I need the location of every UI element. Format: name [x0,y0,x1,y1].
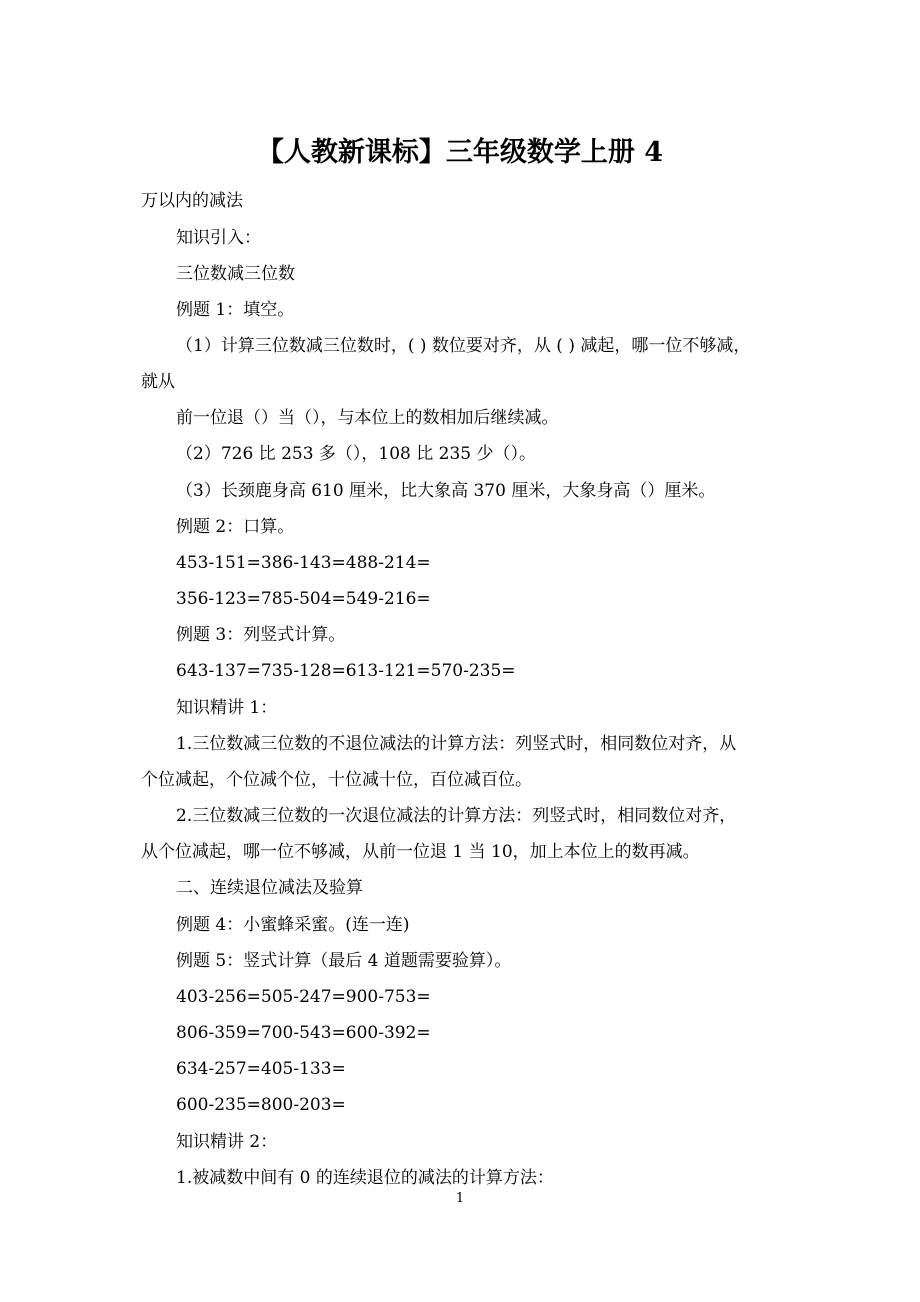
text-line: 例题 4：小蜜蜂采蜜。(连一连) [176,915,410,935]
section-heading: 万以内的减法 [141,191,243,211]
text-line: 例题 3：列竖式计算。 [176,625,346,645]
text-line: 个位减起，个位减个位，十位减十位，百位减百位。 [141,770,532,790]
text-line: （1）计算三位数减三位数时，( ) 数位要对齐，从 ( ) 减起，哪一位不够减， [176,336,751,356]
text-line: 1.被减数中间有 0 的连续退位的减法的计算方法： [176,1168,554,1188]
text-line: 知识引入： [176,228,261,248]
math-line: 453-151=386-143=488-214= [176,553,431,573]
math-line: 403-256=505-247=900-753= [176,987,431,1007]
text-line: 例题 2：口算。 [176,517,295,537]
text-line: 就从 [141,372,175,392]
document-title: 【人教新课标】三年级数学上册 4 [256,137,664,168]
text-line: 知识精讲 1： [176,698,278,718]
text-line: 1.三位数减三位数的不退位减法的计算方法：列竖式时，相同数位对齐，从 [176,734,737,754]
text-line: 前一位退（）当（），与本位上的数相加后继续减。 [176,408,559,428]
text-line: （2）726 比 253 多（），108 比 235 少（）。 [176,444,537,464]
math-line: 356-123=785-504=549-216= [176,589,431,609]
text-line: 知识精讲 2： [176,1132,278,1152]
math-line: 634-257=405-133= [176,1059,346,1079]
text-line: 三位数减三位数 [176,264,295,284]
math-line: 600-235=800-203= [176,1095,346,1115]
text-line: 2.三位数减三位数的一次退位减法的计算方法：列竖式时，相同数位对齐， [176,806,737,826]
text-line: 从个位减起，哪一位不够减，从前一位退 1 当 10，加上本位上的数再减。 [141,842,700,862]
section-heading: 二、连续退位减法及验算 [176,878,363,898]
page-number: 1 [455,1191,465,1206]
math-line: 806-359=700-543=600-392= [176,1023,431,1043]
text-line: 例题 1：填空。 [176,300,295,320]
math-line: 643-137=735-128=613-121=570-235= [176,661,516,681]
text-line: 例题 5：竖式计算（最后 4 道题需要验算）。 [176,951,512,971]
text-line: （3）长颈鹿身高 610 厘米，比大象高 370 厘米，大象身高（）厘米。 [176,481,716,501]
